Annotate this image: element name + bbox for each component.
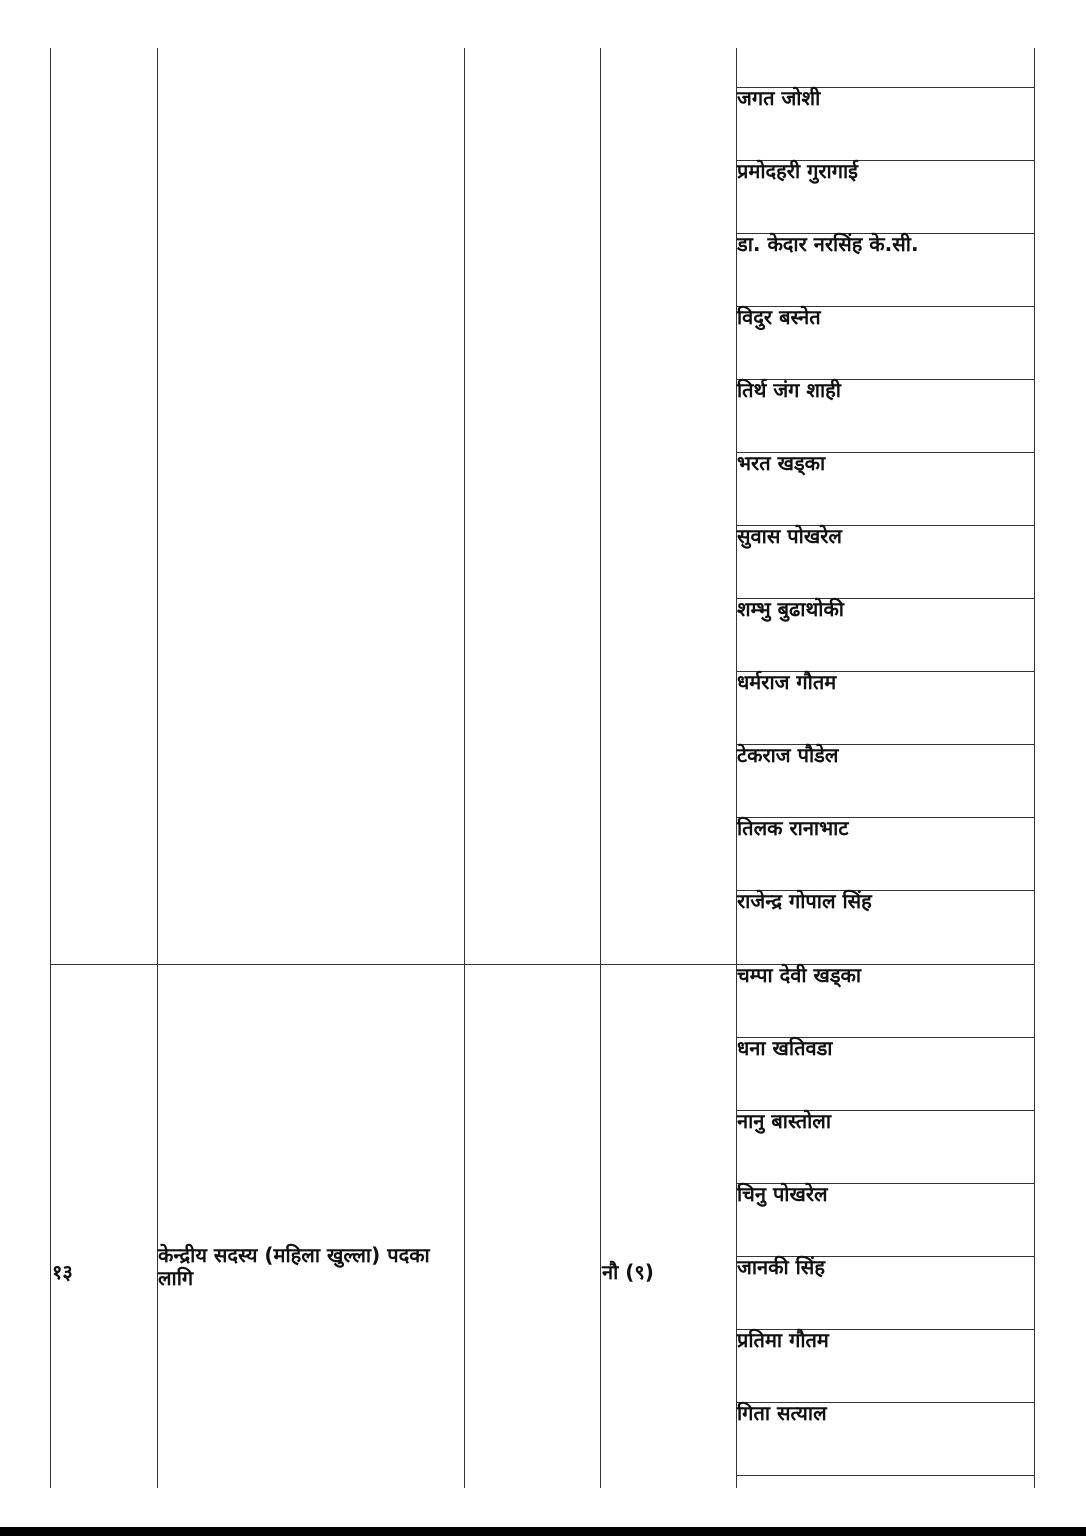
candidate-name-cell (737, 671, 1033, 744)
candidate-name-cell (737, 452, 1033, 525)
column-border-right (1034, 48, 1035, 1488)
candidate-name-cell (737, 1402, 1033, 1475)
seat-count: नौ (९) (602, 1260, 654, 1284)
candidate-name: भरत खड्का (737, 451, 826, 475)
candidate-name: जानकी सिंह (737, 1255, 825, 1279)
column-border-post-blank (464, 48, 465, 1488)
candidate-name: प्रतिमा गौतम (737, 1328, 829, 1352)
page-bottom-edge (0, 1527, 1086, 1536)
candidate-name-cell (737, 87, 1033, 160)
candidate-name: विदुर बस्नेत (737, 305, 821, 329)
candidate-name: जगत जोशी (737, 86, 821, 110)
row-serial-number: १३ (52, 1260, 73, 1284)
candidate-name-cell (737, 1183, 1033, 1256)
candidate-name-cell (737, 890, 1033, 963)
candidate-name: सुवास पोखरेल (737, 524, 842, 548)
candidate-name-cell (737, 379, 1033, 452)
candidate-name: धर्मराज गौतम (737, 670, 837, 694)
post-title: केन्द्रीय सदस्य (महिला खुल्ला) पदका लागि (158, 1243, 430, 1290)
column-border-blank-seats (600, 48, 601, 1488)
candidate-name: प्रमोदहरी गुरागाई (737, 159, 858, 183)
candidate-name-cell (737, 598, 1033, 671)
candidate-name: गिता सत्याल (737, 1401, 827, 1425)
candidate-name-cell (737, 306, 1033, 379)
candidate-name-cell (737, 160, 1033, 233)
candidate-name: डा. केदार नरसिंह के.सी. (737, 232, 919, 256)
candidate-name-cell (737, 1037, 1033, 1110)
column-border-left (50, 48, 51, 1488)
candidate-name: धना खतिवडा (737, 1036, 833, 1060)
candidate-name: नानु बास्तोला (737, 1109, 832, 1133)
candidate-name: राजेन्द्र गोपाल सिंह (737, 889, 872, 913)
candidate-name-cell (737, 744, 1033, 817)
candidate-name: चिनु पोखरेल (737, 1182, 828, 1206)
candidate-name-cell (737, 1110, 1033, 1183)
candidate-name-cell (737, 525, 1033, 598)
candidate-name-cell (737, 1329, 1033, 1402)
candidate-name-cell (737, 817, 1033, 890)
candidate-name: टेकराज पौडेल (737, 743, 839, 767)
candidate-name: चम्पा देवी खड्का (737, 963, 862, 987)
name-cell-border (736, 1475, 1035, 1476)
candidate-name: तिर्थ जंग शाही (737, 378, 841, 402)
candidate-name-cell (737, 964, 1033, 1037)
candidate-name: शम्भु बुढाथोकी (737, 597, 844, 621)
candidate-name-cell (737, 233, 1033, 306)
candidate-name: तिलक रानाभाट (737, 816, 849, 840)
candidate-name-cell (737, 1256, 1033, 1329)
